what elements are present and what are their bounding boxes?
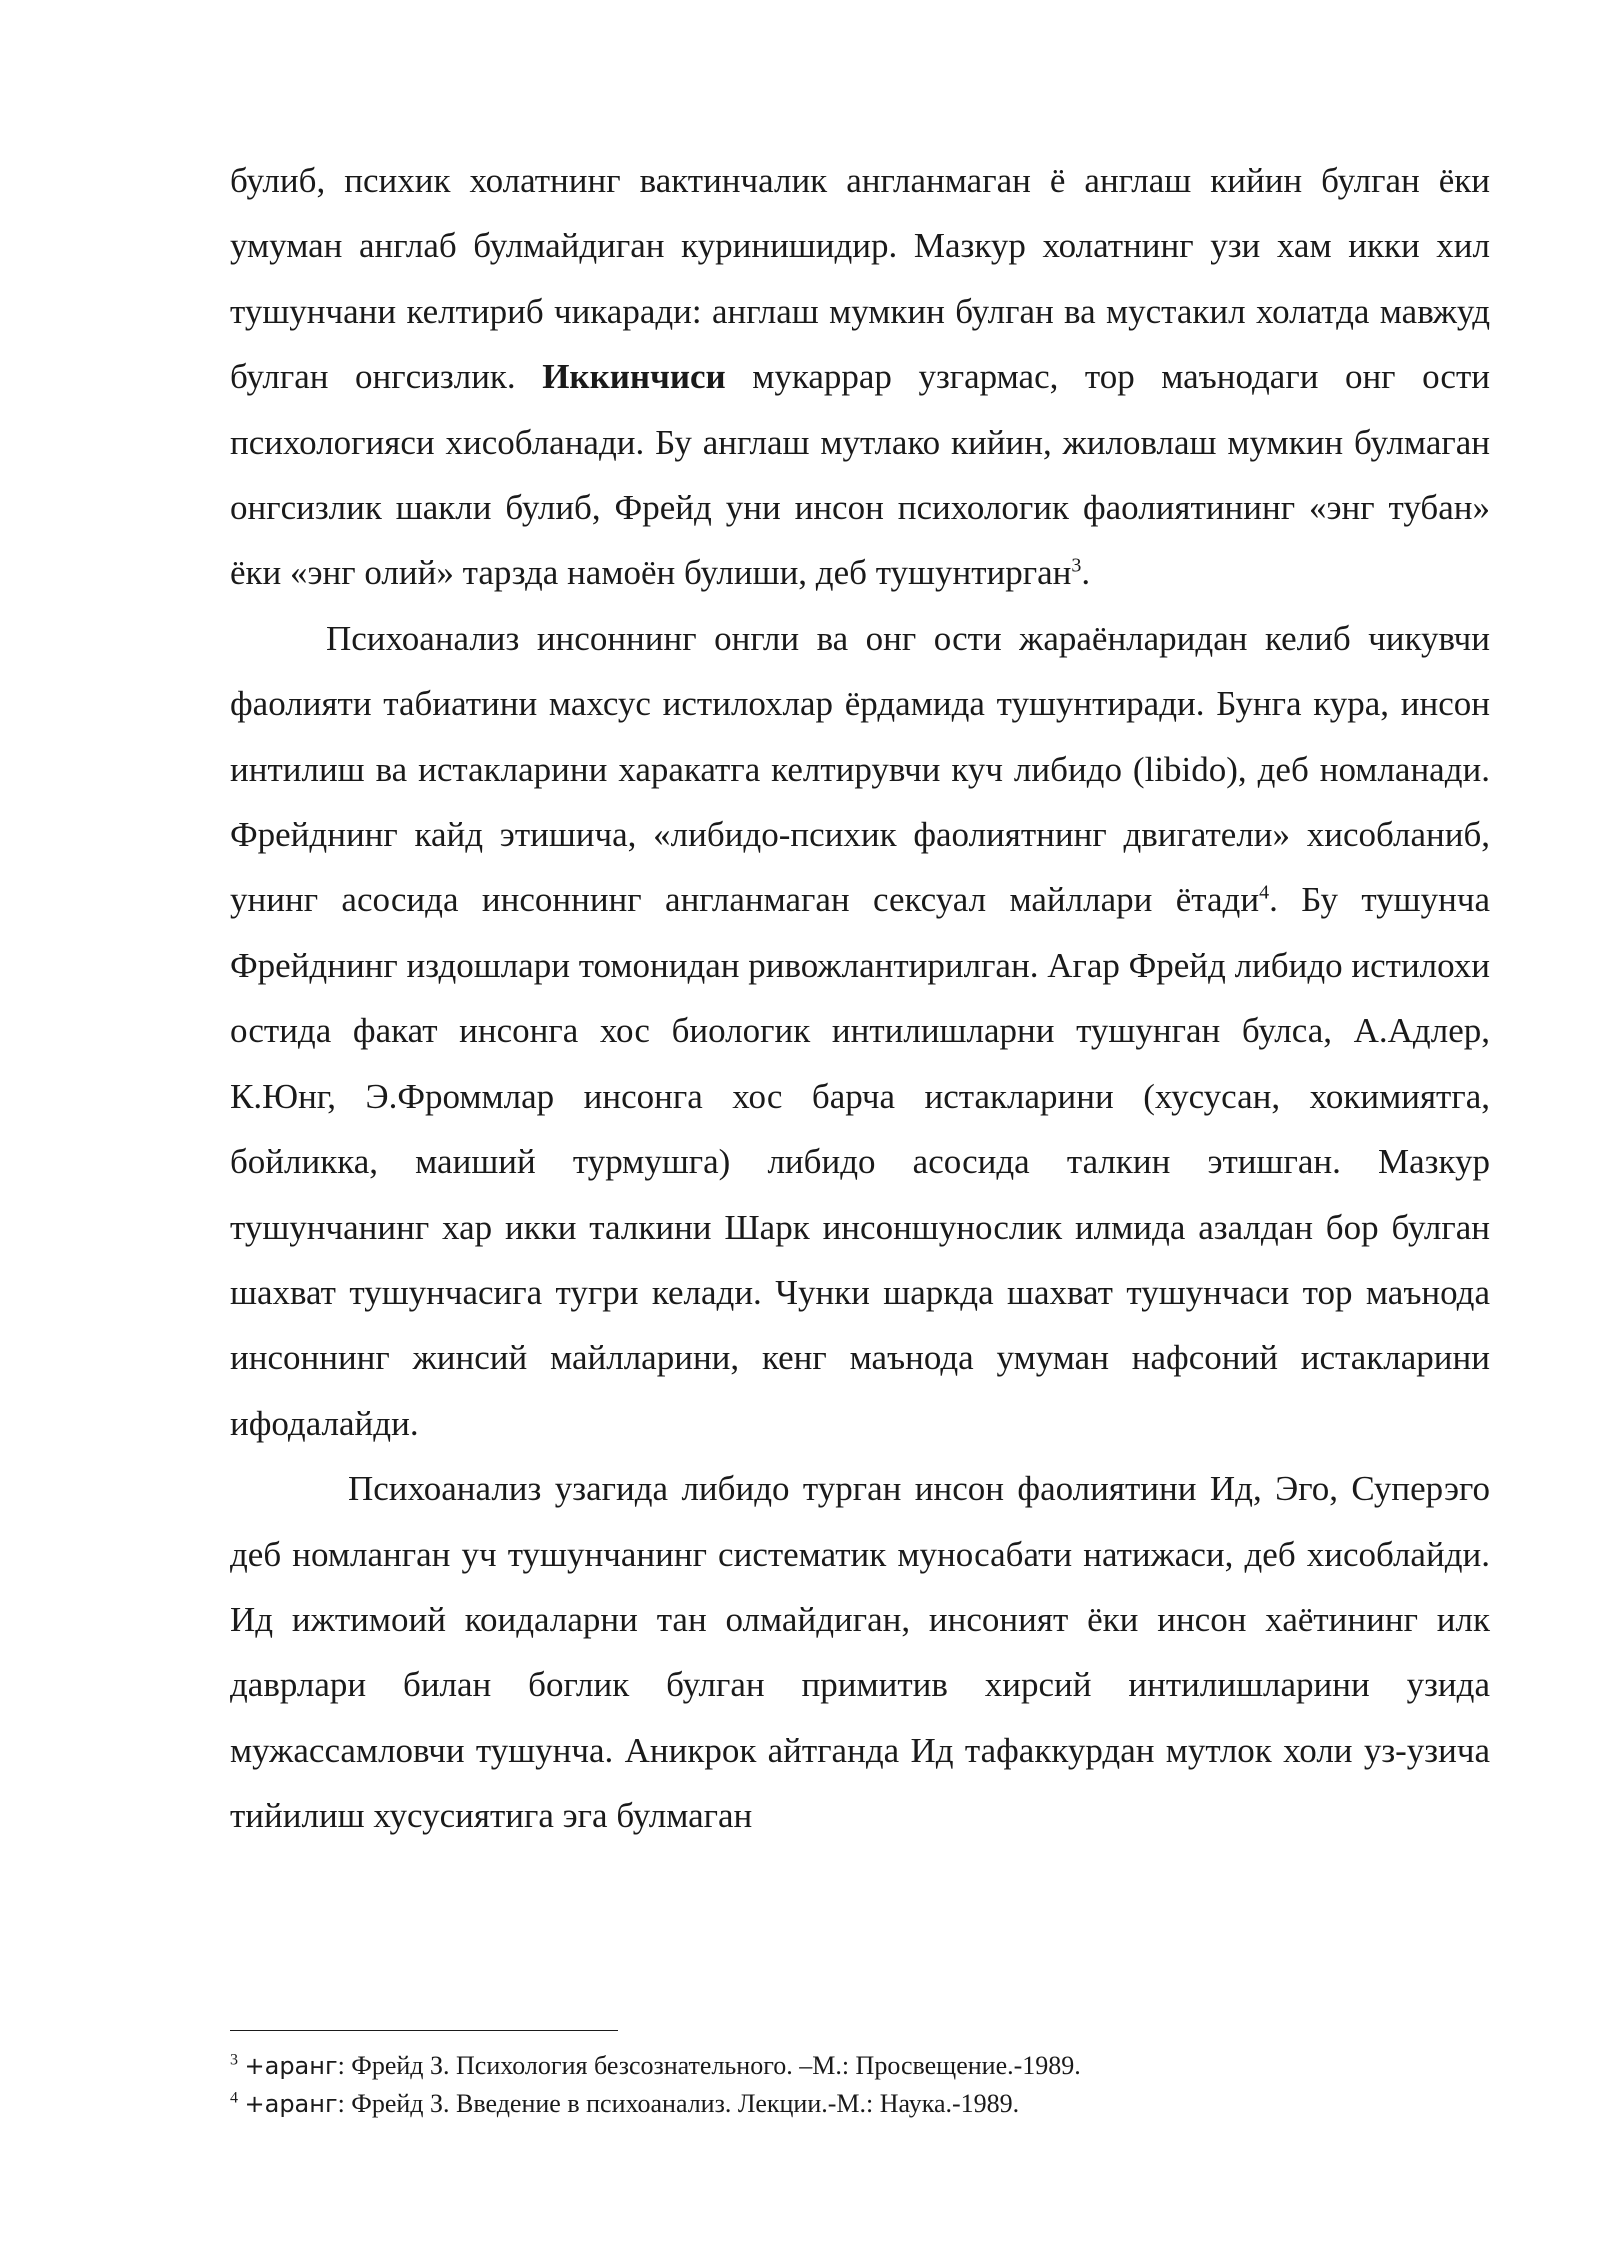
paragraph-1 [230,148,1490,606]
footnote-tag: +аранг [244,2052,338,2080]
footnote-tag: +аранг [244,2090,338,2118]
paragraph-2 [230,606,1490,1456]
paragraph-3 [230,1456,1490,1848]
footnote-separator [230,2030,618,2031]
paragraph-1-text: булиб, психик холатнинг вактинчалик англанмаган ё англаш кийин булган ёки умуман англаб булмайдиган куринишидир. Мазкур холатнинг узи хам икки хил тушунчани келтириб чикаради: англаш мумкин булган ва мустакил холатда мавжуд булган онгсизлик. [230,161,1490,397]
paragraph-1-end: . [1081,553,1091,593]
footnote-text: : Фрейд З. Психология безсознательного. –М.: Просвещение.-1989. [337,2051,1081,2080]
document-body [230,148,1490,1849]
paragraph-1-continuation: мукаррар узгармас, тор маънодаги онг ости психологияси хисобланади. Бу англаш мутлако кийин, жиловлаш мумкин булмаган онгсизлик шакли булиб, Фрейд уни инсон психологик фаолиятининг «энг тубан» ёки «энг олий» тарзда намоён булиши, деб тушунтирган [230,357,1490,593]
footnotes [230,2030,1490,2123]
footnote-number: 3 [230,2051,238,2069]
footnote-ref-4[interactable]: 4 [1259,881,1270,904]
paragraph-3-text: Психоанализ узагида либидо турган инсон фаолиятини Ид, Эго, Суперэго деб номланган уч тушунчанинг систематик муносабати натижаси, деб хисоблайди. Ид ижтимоий коидаларни тан олмайдиган, инсоният ёки инсон хаётининг илк даврлари билан боглик булган примитив хирсий интилишларини узида мужассамловчи тушунча. Аникрок айтганда Ид тафаккурдан мутлок холи уз-узича тийилиш хусусиятига эга булмаган [230,1469,1490,1836]
paragraph-2-continuation: . Бу тушунча Фрейднинг издошлари томонидан ривожлантирилган. Агар Фрейд либидо истилохи остида факат инсонга хос биологик интилишларни тушунган булса, А.Адлер, К.Юнг, Э.Фроммлар инсонга хос барча истакларини (хусусан, хокимиятга, бойликка, маиший турмушга) либидо асосида талкин этишган. Мазкур тушунчанинг хар икки талкини Шарк инсоншунослик илмида азалдан бор булган шахват тушунчасига тугри келади. Чунки шаркда шахват тушунчаси тор маънода инсоннинг жинсий майлларини, кенг маънода умуман нафсоний истакларини ифодалайди. [230,880,1490,1443]
footnote-number: 4 [230,2089,238,2107]
paragraph-2-text: Психоанализ инсоннинг онгли ва онг ости жараёнларидан келиб чикувчи фаолияти табиатини махсус истилохлар ёрдамида тушунтиради. Бунга кура, инсон интилиш ва истакларини харакатга келтирувчи куч либидо (libido), деб номланади. Фрейднинг кайд этишича, «либидо-психик фаолиятнинг двигатели» хисобланиб, унинг асосида инсоннинг англанмаган сексуал майллари ётади [230,618,1490,920]
footnote-ref-3[interactable]: 3 [1071,554,1082,577]
footnote-3 [230,2047,1490,2085]
footnote-text: : Фрейд З. Введение в психоанализ. Лекции.-М.: Наука.-1989. [337,2089,1020,2118]
footnote-4 [230,2085,1490,2123]
paragraph-1-bold-term: Иккинчиси [542,357,726,397]
